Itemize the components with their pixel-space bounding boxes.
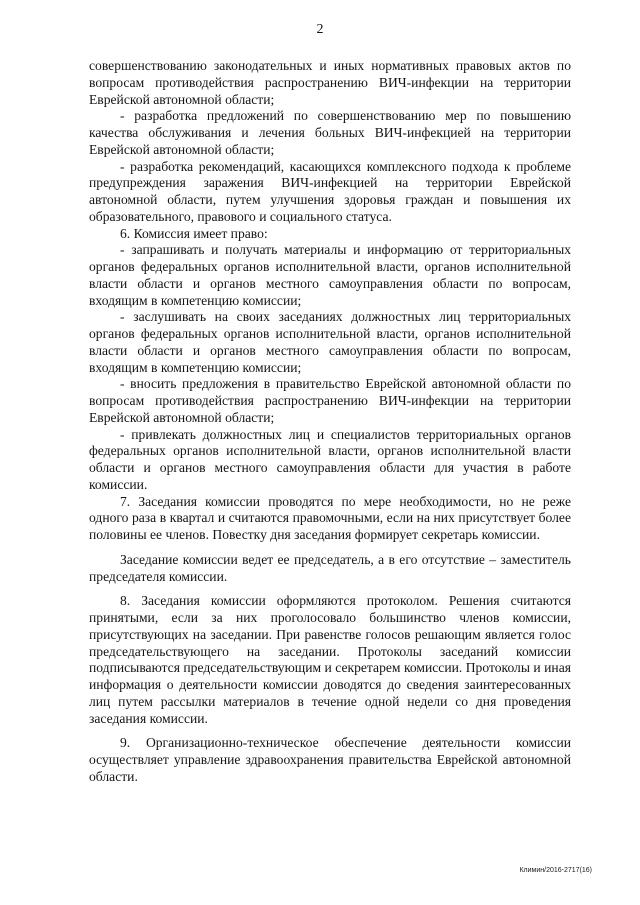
paragraph-section-9: 9. Организационно-техническое обеспечение деятельности комиссии осуществляет управление здравоохранения правительства Еврейской автономной области. <box>89 735 571 784</box>
paragraph-chairman: Заседание комиссии ведет ее председатель, а в его отсутствие – заместитель председателя комиссии. <box>89 551 571 584</box>
paragraph-item-proposals: - разработка предложений по совершенствованию мер по повышению качества обслуживания и лечения больных ВИЧ-инфекцией на территории Еврейской автономной области; <box>89 108 571 157</box>
paragraph-item-submit-proposals: - вносить предложения в правительство Еврейской автономной области по вопросам противодействия распространению ВИЧ-инфекции на территории Еврейской автономной области; <box>89 376 571 425</box>
paragraph-item-recommendations: - разработка рекомендаций, касающихся комплексного подхода к проблеме предупреждения заражения ВИЧ-инфекцией на территории Еврейской автономной области, путем улучшения здоровья граждан и повышения их образовательного, правового и социального статуса. <box>89 158 571 224</box>
paragraph-item-hear-officials: - заслушивать на своих заседаниях должностных лиц территориальных органов федеральных органов исполнительной власти, органов исполнительной власти области и органов местного самоуправления области по вопросам, входящим в компетенцию комиссии; <box>89 309 571 375</box>
document-footer-code: Климин/2016-2717(16) <box>519 867 592 874</box>
paragraph-section-8: 8. Заседания комиссии оформляются протоколом. Решения считаются принятыми, если за них проголосовало большинство членов комиссии, присутствующих на заседании. При равенстве голосов решающим является голос председательствующего на заседании. Протоколы заседаний комиссии подписываются председательствующим и секретарем комиссии. Протоколы и иная информация о деятельности комиссии доводятся до сведения заинтересованных лиц путем рассылки материалов в течение одной недели со дня проведения заседания комиссии. <box>89 593 571 726</box>
paragraph-item-request-materials: - запрашивать и получать материалы и информацию от территориальных органов федеральных органов исполнительной власти, органов исполнительной власти области и органов местного самоуправления области по вопросам, входящим в компетенцию комиссии; <box>89 242 571 308</box>
page-number: 2 <box>316 22 324 37</box>
paragraph-item-involve-officials: - привлекать должностных лиц и специалистов территориальных органов федеральных органов исполнительной власти, органов исполнительной власти области и органов местного самоуправления области для участия в работе комиссии. <box>89 426 571 492</box>
paragraph-section-7: 7. Заседания комиссии проводятся по мере необходимости, но не реже одного раза в квартал и считаются правомочными, если на них присутствует более половины ее членов. Повестку дня заседания формирует секретарь комиссии. <box>89 493 571 542</box>
paragraph-section-6: 6. Комиссия имеет право: <box>120 225 268 241</box>
paragraph-continuation: совершенствованию законодательных и иных нормативных правовых актов по вопросам противодействия распространению ВИЧ-инфекции на территории Еврейской автономной области; <box>89 58 571 107</box>
document-body <box>89 58 571 786</box>
